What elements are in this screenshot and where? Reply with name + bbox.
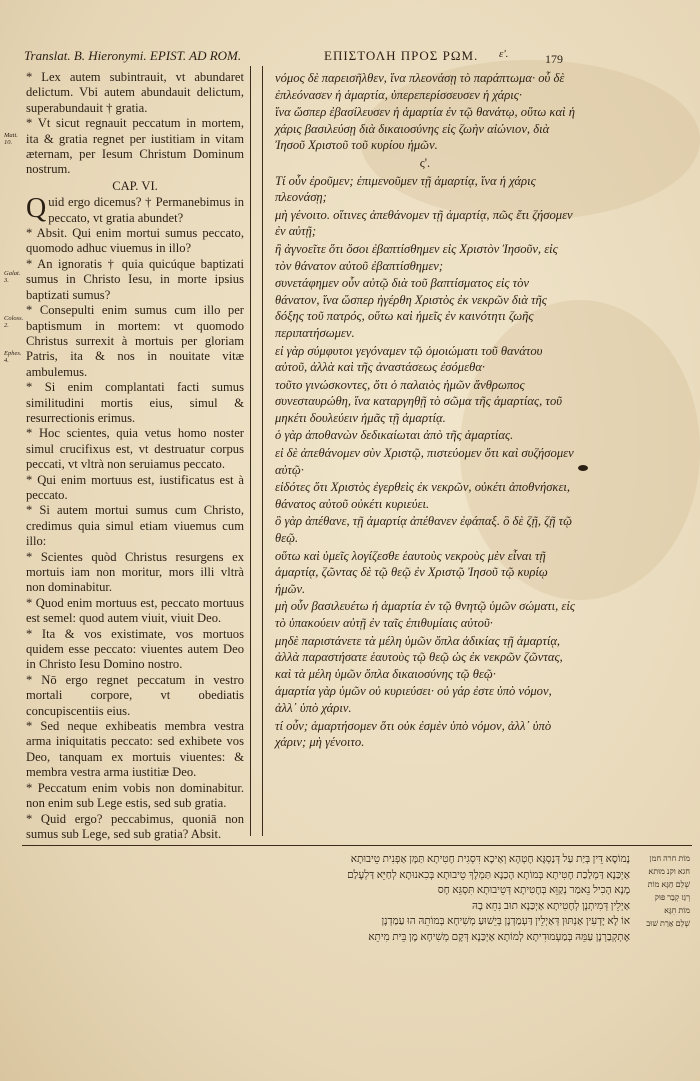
hebrew-line: אַיְכַּנָא דַּמְלַכַת חֶטִיתָא בְּמוֹתָא הָכַנָא תַּמְלֶךְ טֵיבוּתָא בְּכִאנוּתָא לְחַיֵּא דַּלְעָלַם xyxy=(347,869,630,881)
hebrew-line: אוֹ לָא יָדְעִין אַנְתּוּן דְּאַיְלֵין דַּעְמַדְנָן בְּיֵשׁוּעַ מְשִׁיחָא בְּמוֹתֵהּ הוּ עַמַדְנָן xyxy=(381,916,630,927)
latin-verse: * Ita & vos existimate, vos mortuos quidem esse peccato: viuentes autem Deo in Christo Iesu Domino nostro. xyxy=(26,626,244,672)
greek-verse: ὁ γὰρ ἀποθανὼν δεδικαίωται ἀπὸ τῆς ἁμαρτίας. xyxy=(275,428,514,443)
chapter-heading: ς'. xyxy=(419,155,431,170)
margin-note: Matt. 10. xyxy=(4,132,18,146)
hebrew-margin-notes xyxy=(628,852,690,930)
latin-verse: * Vt sicut regnauit peccatum in mortem, ita & gratia regnet per iustitiam in vitam æternam, per Iesum Christum Dominum nostrum. xyxy=(26,116,244,177)
margin-note: Ephes. 4. xyxy=(4,350,22,364)
latin-verse: * Hoc scientes, quia vetus homo noster simul crucifixus est, vt destruatur corpus peccati, vt vltrà non seruiamus peccato. xyxy=(26,426,244,472)
header-left: Translat. B. Hieronymi. EPIST. AD ROM. xyxy=(24,48,242,63)
latin-verse: * Quod enim mortuus est, peccato mortuus est semel: quod autem viuit, viuit Deo. xyxy=(26,595,244,626)
running-header xyxy=(24,48,584,68)
greek-verse: Τί οὖν ἐροῦμεν; ἐπιμενοῦμεν τῇ ἁμαρτίᾳ, ἵνα ἡ χάρις πλεονάσῃ; xyxy=(275,173,536,205)
syriac-hebrew-column xyxy=(40,852,630,945)
latin-verse: * Absit. Qui enim mortui sumus peccato, quomodo adhuc viuemus in illo? xyxy=(26,226,244,256)
greek-verse: μὴ γένοιτο. οἵτινες ἀπεθάνομεν τῇ ἁμαρτίᾳ, πῶς ἔτι ζήσομεν ἐν αὐτῇ; xyxy=(275,207,573,239)
greek-verse: οὕτω καὶ ὑμεῖς λογίζεσθε ἑαυτοὺς νεκροὺς μὲν εἶναι τῇ ἁμαρτίᾳ, ζῶντας δὲ τῷ θεῷ ἐν Χριστῷ Ἰησοῦ τῷ κυρίῳ ἡμῶν. xyxy=(275,548,548,596)
folio-number: 179 xyxy=(545,52,563,66)
hebrew-margin-line: רְגַז קְבַר פּוּק xyxy=(654,893,690,902)
header-center: ΕΠΙΣΤΟΛΗ ΠΡΟΣ ΡΩΜ. xyxy=(324,48,479,63)
greek-verse: τοῦτο γινώσκοντες, ὅτι ὁ παλαιὸς ἡμῶν ἄνθρωπος συνεσταυρώθη, ἵνα καταργηθῇ τὸ σῶμα τῆς ἁμαρτίας, τοῦ μηκέτι δουλεύειν ἡμᾶς τῇ ἁμαρτίᾳ. xyxy=(275,377,563,425)
hebrew-margin-line: מוֹת חרה חמן xyxy=(649,854,690,863)
latin-verse: * An ignoratis † quia quicúque baptizati sumus in Christo Iesu, in morte ipsius baptizati sumus? xyxy=(26,256,244,302)
ink-spot xyxy=(578,465,588,471)
greek-column xyxy=(275,70,575,752)
latin-verse: * Peccatum enim vobis non dominabitur. non enim sub Lege estis, sed sub gratia. xyxy=(26,780,244,811)
greek-verse: συνετάφημεν οὖν αὐτῷ διὰ τοῦ βαπτίσματος εἰς τὸν θάνατον, ἵνα ὥσπερ ἠγέρθη Χριστὸς ἐκ νεκρῶν διὰ τῆς δόξης τοῦ πατρός, οὕτω καὶ ἡμεῖς ἐν καινότητι ζωῆς περιπατήσωμεν. xyxy=(275,276,547,340)
column-divider xyxy=(250,66,251,836)
hebrew-line: אַיְלֵין דְּמִיתְנָן לְחֶטִיתָא אַיְכַּנָא תוּב נִחֵא בָהּ xyxy=(471,900,630,912)
header-number: ε'. xyxy=(499,48,509,60)
hebrew-margin-line: שְׁלֵם אַרַת שׁוּב xyxy=(646,919,690,928)
margin-note: Galat. 3. xyxy=(4,270,21,284)
latin-verse: * Scientes quòd Christus resurgens ex mortuis iam non moritur, mors illi vltrà non dominabitur. xyxy=(26,549,244,595)
column-divider xyxy=(262,66,263,836)
greek-verse: ἁμαρτία γὰρ ὑμῶν οὐ κυριεύσει· οὐ γάρ ἐστε ὑπὸ νόμον, ἀλλ᾽ ὑπὸ χάριν. xyxy=(275,684,552,715)
latin-verse: * Sed neque exhibeatis membra vestra arma iniquitatis peccato: sed exhibete vos Deo, tanquam ex mortuis viuentes: & membra vestra arma iustitiæ Deo. xyxy=(26,719,244,780)
latin-verse: * Qui enim mortuus est, iustificatus est à peccato. xyxy=(26,472,244,502)
latin-verse: * Nō ergo regnet peccatum in vestro mortali corpore, vt obediatis concupiscentiis eius. xyxy=(26,672,244,718)
latin-column xyxy=(26,70,244,842)
hebrew-line: מָנָא הָכִיל נֵאמַר נְקַוֵּא בְּחֶטִיתָא דְּטֵיבוּתָא תִּסְגֵּא חָס xyxy=(437,885,630,896)
greek-verse: εἰ δὲ ἀπεθάνομεν σὺν Χριστῷ, πιστεύομεν ὅτι καὶ συζήσομεν αὐτῷ· xyxy=(275,446,574,477)
section-divider xyxy=(22,845,692,846)
greek-verse: μηδὲ παριστάνετε τὰ μέλη ὑμῶν ὅπλα ἀδικίας τῇ ἁμαρτίᾳ, ἀλλὰ παραστήσατε ἑαυτοὺς τῷ θεῷ ὡς ἐκ νεκρῶν ζῶντας, καὶ τὰ μέλη ὑμῶν ὅπλα δικαιοσύνης τῷ θεῷ· xyxy=(275,633,563,681)
greek-verse: τί οὖν; ἁμαρτήσομεν ὅτι οὐκ ἐσμὲν ὑπὸ νόμον, ἀλλ᾽ ὑπὸ χάριν; μὴ γένοιτο. xyxy=(275,718,552,750)
latin-verse: * Si autem mortui sumus cum Christo, credimus quia simul etiam viuemus cum illo: xyxy=(26,503,244,549)
hebrew-margin-line: חגא וקנ מוּתא xyxy=(648,867,690,876)
greek-verse: ἵνα ὥσπερ ἐβασίλευσεν ἡ ἁμαρτία ἐν τῷ θανάτῳ, οὕτω καὶ ἡ χάρις βασιλεύσῃ διὰ δικαιοσύνης εἰς ζωὴν αἰώνιον, διὰ Ἰησοῦ Χριστοῦ τοῦ κυρίου ἡμῶν. xyxy=(275,105,575,153)
chapter-heading: CAP. VI. xyxy=(112,178,158,193)
greek-verse: εἰ γὰρ σύμφυτοι γεγόναμεν τῷ ὁμοιώματι τοῦ θανάτου αὐτοῦ, ἀλλὰ καὶ τῆς ἀναστάσεως ἐσόμεθα· xyxy=(275,343,543,375)
greek-verse: ἢ ἀγνοεῖτε ὅτι ὅσοι ἐβαπτίσθημεν εἰς Χριστὸν Ἰησοῦν, εἰς τὸν θάνατον αὐτοῦ ἐβαπτίσθημεν; xyxy=(275,241,558,273)
hebrew-margin-line: מוֹת חִגָּא xyxy=(664,906,690,915)
greek-verse: νόμος δὲ παρεισῆλθεν, ἵνα πλεονάσῃ τὸ παράπτωμα· οὗ δὲ ἐπλεόνασεν ἡ ἁμαρτία, ὑπερεπερίσσευσεν ἡ χάρις· xyxy=(275,71,565,102)
greek-verse: ὃ γὰρ ἀπέθανε, τῇ ἁμαρτίᾳ ἀπέθανεν ἐφάπαξ. ὃ δὲ ζῇ, ζῇ τῷ θεῷ. xyxy=(275,514,573,546)
greek-verse: μὴ οὖν βασιλευέτω ἡ ἁμαρτία ἐν τῷ θνητῷ ὑμῶν σώματι, εἰς τὸ ὑπακούειν αὐτῇ ἐν ταῖς ἐπιθυμίαις αὐτοῦ· xyxy=(275,599,575,630)
hebrew-margin-line: שְׁלֵם חַגָּא מוֹת xyxy=(647,880,690,889)
drop-capital: Q xyxy=(26,193,47,225)
latin-verse: * Lex autem subintrauit, vt abundaret delictum. Vbi autem abundauit delictum, superabundauit † gratia. xyxy=(26,70,244,115)
margin-note: Coloss. 2. xyxy=(4,315,24,329)
greek-verse: εἰδότες ὅτι Χριστὸς ἐγερθεὶς ἐκ νεκρῶν, οὐκέτι ἀποθνήσκει, θάνατος αὐτοῦ οὐκέτι κυριεύει. xyxy=(275,480,571,511)
latin-verse: uid ergo dicemus? † Permanebimus in peccato, vt gratia abundet? xyxy=(48,195,244,225)
hebrew-line: אֶתְקְבַרְנָן עַמֵּהּ בְּמַעְמוּדִיתָא לְמוֹתָא אַיְכַּנָא דְּקָם מְשִׁיחָא מֶן בֵּית מִיתֵא xyxy=(368,931,630,943)
latin-verse: * Consepulti enim sumus cum illo per baptismum in mortem: vt quomodo Christus surrexit à mortuis per gloriam Patris, ita & nos in nouitate vitæ ambulemus. xyxy=(26,303,244,379)
latin-verse: * Si enim complantati facti sumus similitudini mortis eius, simul & resurrectionis erimus. xyxy=(26,380,244,425)
hebrew-line: נָמוֹסָא דֵּין בְּיַת עַל דְּנַסְגָּא חֶטְהָא וְאַיכָא דִּסְגִית חֶטִיתָא תַּמָּן אַפְנִית טֵיבוּתָא xyxy=(350,854,630,865)
latin-verse: * Quid ergo? peccabimus, quoniā non sumus sub Lege, sed sub gratia? Absit. xyxy=(26,811,244,841)
